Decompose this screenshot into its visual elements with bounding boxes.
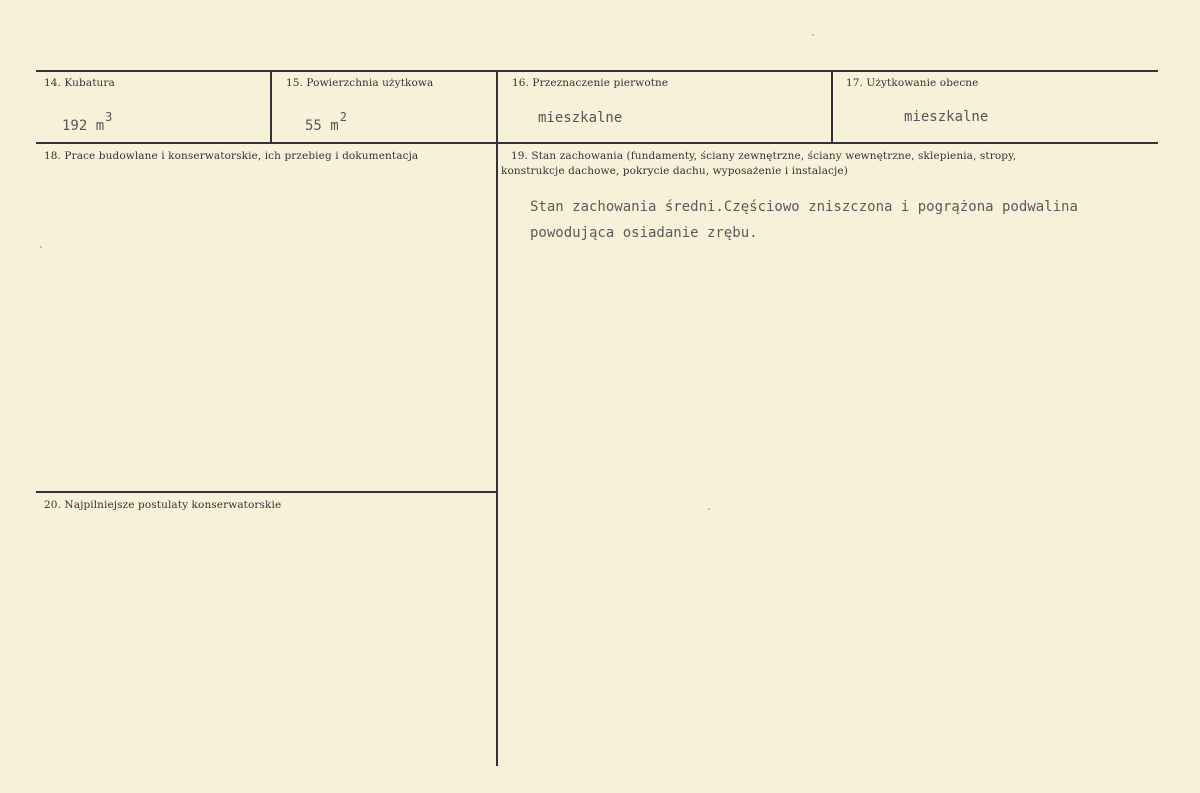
field-18-label: 18. Prace budowlane i konserwatorskie, ich przebieg i dokumentacja bbox=[44, 150, 419, 162]
field-17-value: mieszkalne bbox=[904, 109, 989, 125]
paper-speck bbox=[708, 508, 710, 510]
field-20-label: 20. Najpilniejsze postulaty konserwatorskie bbox=[44, 499, 282, 511]
field-14-label: 14. Kubatura bbox=[44, 77, 115, 89]
field-15-label: 15. Powierzchnia użytkowa bbox=[286, 77, 434, 89]
divider-14-15 bbox=[270, 71, 272, 142]
paper-speck bbox=[812, 34, 814, 36]
divider-18-20 bbox=[36, 491, 496, 493]
top-rule bbox=[36, 70, 1158, 72]
field-14-number: 192 m bbox=[62, 118, 105, 134]
field-19-text-line2: powodująca osiadanie zrębu. bbox=[530, 225, 758, 241]
field-14-value bbox=[62, 110, 112, 134]
divider-15-16 bbox=[496, 71, 498, 142]
paper-speck bbox=[40, 246, 42, 248]
header-bottom-rule bbox=[36, 142, 1158, 144]
field-19-label-line2: konstrukcje dachowe, pokrycie dachu, wyposażenie i instalacje) bbox=[501, 165, 848, 177]
field-16-value: mieszkalne bbox=[538, 110, 623, 126]
field-15-exponent: 2 bbox=[339, 110, 347, 124]
divider-16-17 bbox=[831, 71, 833, 142]
field-14-exponent: 3 bbox=[105, 110, 113, 124]
field-15-value bbox=[305, 110, 347, 134]
field-17-label: 17. Użytkowanie obecne bbox=[846, 77, 979, 89]
divider-left-right bbox=[496, 142, 498, 766]
field-16-label: 16. Przeznaczenie pierwotne bbox=[512, 77, 669, 89]
field-19-label-line1: 19. Stan zachowania (fundamenty, ściany zewnętrzne, ściany wewnętrzne, sklepienia, stropy, bbox=[511, 150, 1017, 162]
field-15-number: 55 m bbox=[305, 118, 339, 134]
field-19-text-line1: Stan zachowania średni.Częściowo zniszczona i pogrążona podwalina bbox=[530, 199, 1078, 215]
